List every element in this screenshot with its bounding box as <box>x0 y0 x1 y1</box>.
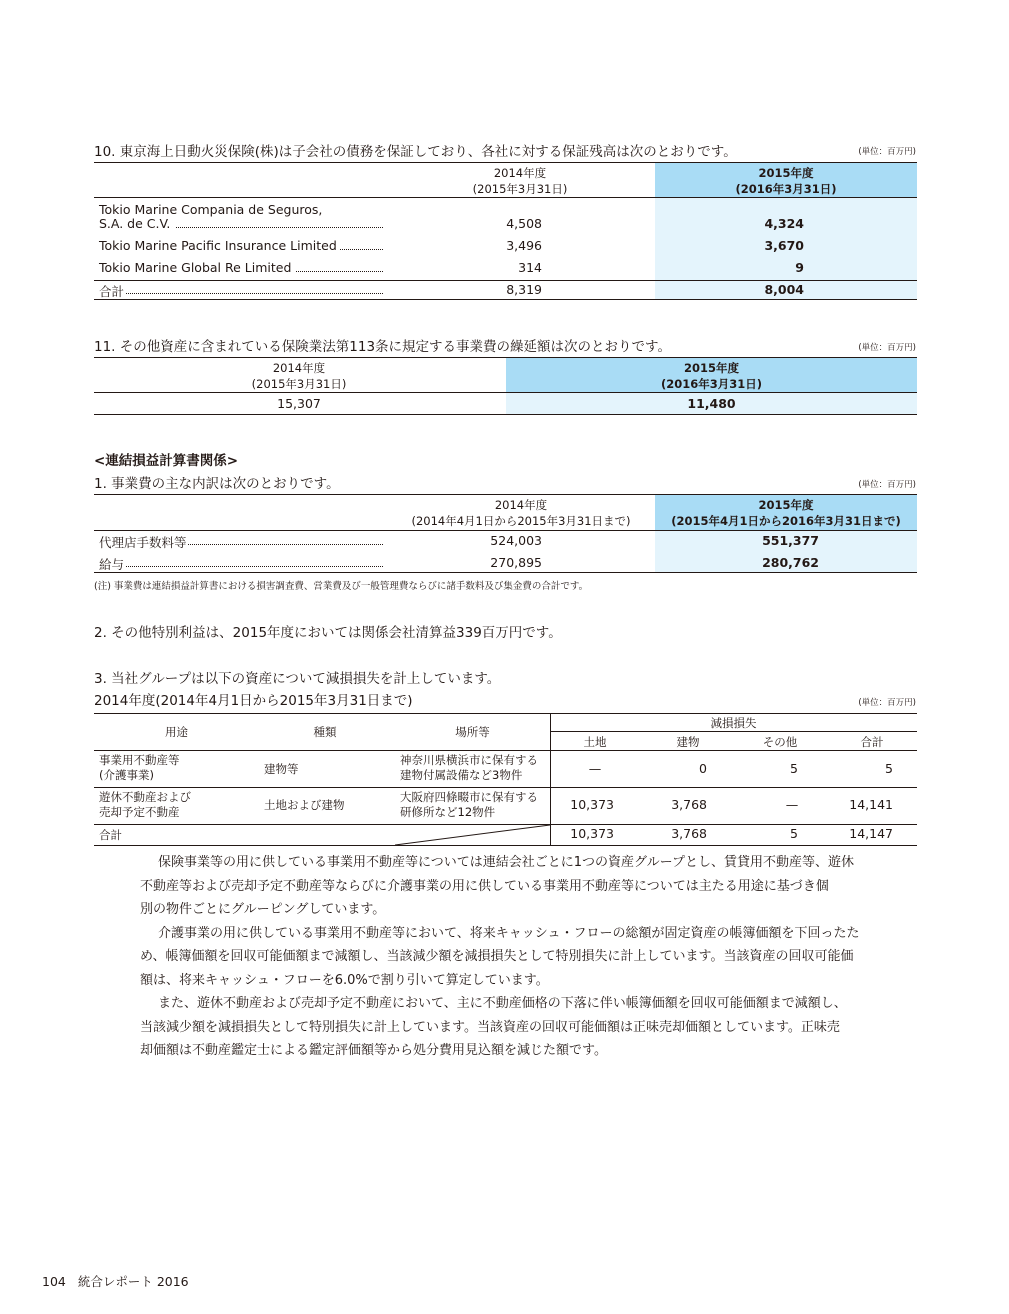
pl-s1-row-label: 給与 <box>99 557 125 572</box>
section-10-title: 10. 東京海上日動火災保険(株)は子会社の債務を保証しており、各社に対する保証残高は次のとおりです。 <box>94 144 737 160</box>
pl-s3-unit: (単位：百万円) <box>858 698 916 708</box>
pl-s1-unit: (単位：百万円) <box>858 480 916 490</box>
paragraph-line: 不動産等および売却予定不動産等ならびに介護事業の用に供している事業用不動産等については主たる用途に基づき個 <box>140 878 829 894</box>
pl-s3-row-building: 0 <box>699 761 707 776</box>
s10-row-prev: 3,496 <box>506 238 542 253</box>
s10-bottom-rule <box>94 299 917 300</box>
pl-s3-header-type: 種類 <box>313 725 337 739</box>
s11-header-rule <box>94 392 917 393</box>
leader-dots <box>188 544 383 545</box>
s11-col-cur-header: 2015年度 (2016年3月31日) <box>660 361 763 391</box>
s11-col-prev-header: 2014年度 (2015年3月31日) <box>251 361 347 391</box>
section-11-title: 11. その他資産に含まれている保険業法第113条に規定する事業費の繰延額は次のとおりです。 <box>94 339 671 355</box>
paragraph-line: 額は、将来キャッシュ・フローを6.0%で割り引いて算定しています。 <box>140 972 549 988</box>
pl-s3-row-other: 5 <box>790 761 798 776</box>
pl-s3-header-land: 土地 <box>583 735 607 749</box>
section-11-unit: (単位：百万円) <box>858 343 916 353</box>
s10-sum-prev: 8,319 <box>506 282 542 297</box>
s11-cur-value: 11,480 <box>687 396 736 411</box>
pl-s3-row-other: — <box>785 797 799 812</box>
leader-dots <box>296 271 383 272</box>
s10-col-cur-header: 2015年度 (2016年3月31日) <box>735 166 837 196</box>
leader-dots <box>126 293 383 294</box>
pl-s3-subtitle: 2014年度(2014年4月1日から2015年3月31日まで) <box>94 693 413 709</box>
pl-s3-row-rule <box>94 787 917 788</box>
pl-s1-row-cur: 551,377 <box>762 533 819 548</box>
pl-s1-note: (注) 事業費は連結損益計算書における損害調査費、営業費及び一般管理費ならびに諸手数料及び集金費の合計です。 <box>94 581 589 592</box>
leader-dots <box>340 249 383 250</box>
pl-s3-row-type: 建物等 <box>264 762 299 776</box>
pl-s1-row-cur: 280,762 <box>762 555 819 570</box>
s10-col-prev-header: 2014年度 (2015年3月31日) <box>472 166 568 196</box>
pl-s1-row-label: 代理店手数料等 <box>99 535 187 550</box>
pl-s3-header-total: 合計 <box>860 735 884 749</box>
pl-s3-sum-other: 5 <box>790 826 798 841</box>
paragraph-line: 別の物件ごとにグルーピングしています。 <box>140 902 386 917</box>
pl-s3-impair-rule <box>550 731 917 732</box>
page-number: 104 <box>42 1274 66 1289</box>
pl-s3-row-place: 大阪府四條畷市に保有する 研修所など12物件 <box>400 790 538 819</box>
pl-s3-sum-label: 合計 <box>99 828 122 842</box>
section-10-unit: (単位：百万円) <box>858 147 916 157</box>
pl-s1-title: 1. 事業費の主な内訳は次のとおりです。 <box>94 476 340 492</box>
pl-s3-title: 3. 当社グループは以下の資産について減損損失を計上しています。 <box>94 671 501 687</box>
paragraph-line: 却価額は不動産鑑定士による鑑定評価額等から処分費用見込額を減じた額です。 <box>140 1043 607 1058</box>
pl-s3-row-total: 5 <box>885 761 893 776</box>
paragraph-line: 保険事業等の用に供している事業用不動産等については連結会社ごとに1つの資産グループとし、賃貸用不動産等、遊休 <box>158 855 854 870</box>
pl-s1-bottom-rule <box>94 572 917 573</box>
pl-s3-top-rule <box>94 713 917 714</box>
s10-row-label: Tokio Marine Global Re Limited <box>99 260 292 275</box>
pl-s3-header-rule <box>94 750 917 751</box>
pl-s3-sum-land: 10,373 <box>570 826 614 841</box>
pl-s1-row-prev: 270,895 <box>490 555 542 570</box>
pl-s1-header-rule <box>94 530 917 531</box>
s10-top-rule <box>94 162 917 163</box>
s11-bottom-rule <box>94 414 917 415</box>
pl-s3-row-land: — <box>588 761 602 776</box>
pl-s3-sum-total: 14,147 <box>849 826 893 841</box>
pl-heading: <連結損益計算書関係> <box>94 453 239 469</box>
pl-s3-row-place: 神奈川県横浜市に保有する 建物付属設備など3物件 <box>400 753 538 782</box>
s11-top-rule <box>94 357 917 358</box>
pl-s1-row-prev: 524,003 <box>490 533 542 548</box>
s10-row-cur: 9 <box>795 260 804 275</box>
pl-s1-col-cur-header: 2015年度 (2015年4月1日から2016年3月31日まで) <box>671 498 901 528</box>
pl-s3-row-building: 3,768 <box>671 797 707 812</box>
s10-row-label: S.A. de C.V. <box>99 216 171 231</box>
s10-header-rule <box>94 197 917 198</box>
pl-s3-row-use: 遊休不動産および 売却予定不動産 <box>99 790 191 819</box>
paragraph-line: 当該減少額を減損損失として特別損失に計上しています。当該資産の回収可能価額は正味売却価額としています。正味売 <box>140 1019 840 1035</box>
pl-s3-header-impairment: 減損損失 <box>710 716 757 730</box>
pl-s1-top-rule <box>94 494 917 495</box>
pl-s3-row-land: 10,373 <box>570 797 614 812</box>
s11-prev-value: 15,307 <box>277 396 321 411</box>
paragraph-line: また、遊休不動産および売却予定不動産において、主に不動産価格の下落に伴い帳簿価額を回収可能価額まで減額し、 <box>158 996 847 1011</box>
s10-sum-cur: 8,004 <box>764 282 804 297</box>
pl-s3-header-place: 場所等 <box>455 725 490 739</box>
pl-s3-header-use: 用途 <box>165 725 188 739</box>
paragraph-line: 介護事業の用に供している事業用不動産等において、将来キャッシュ・フローの総額が固定資産の帳簿価額を下回ったた <box>158 925 860 941</box>
s10-row-prev: 314 <box>518 260 542 275</box>
s10-row-label: Tokio Marine Compania de Seguros, <box>99 202 323 217</box>
s10-row-prev: 4,508 <box>506 216 542 231</box>
leader-dots <box>126 566 383 567</box>
leader-dots <box>176 227 383 228</box>
s10-sum-rule <box>94 280 917 281</box>
paragraph-line: め、帳簿価額を回収可能価額まで減額し、当該減少額を減損損失として特別損失に計上しています。当該資産の回収可能価 <box>140 949 854 964</box>
pl-s3-sum-diagonal <box>395 824 551 846</box>
report-title: 統合レポート 2016 <box>77 1274 189 1289</box>
s10-row-label: Tokio Marine Pacific Insurance Limited <box>99 238 337 253</box>
pl-s3-row-use: 事業用不動産等 (介護事業) <box>99 753 180 782</box>
s10-row-cur: 4,324 <box>764 216 804 231</box>
pl-s3-header-building: 建物 <box>676 735 700 749</box>
pl-s1-col-prev-header: 2014年度 (2014年4月1日から2015年3月31日まで) <box>411 498 631 528</box>
pl-s3-header-other: その他 <box>762 735 798 749</box>
pl-s3-paragraphs <box>140 851 920 1063</box>
pl-s3-row-type: 土地および建物 <box>264 798 345 812</box>
s10-sum-label: 合計 <box>99 284 125 299</box>
page-footer <box>42 1272 189 1290</box>
pl-s3-sum-building: 3,768 <box>671 826 707 841</box>
pl-s2-text: 2. その他特別利益は、2015年度においては関係会社清算益339百万円です。 <box>94 625 562 641</box>
pl-s3-row-total: 14,141 <box>849 797 893 812</box>
s10-row-cur: 3,670 <box>764 238 804 253</box>
